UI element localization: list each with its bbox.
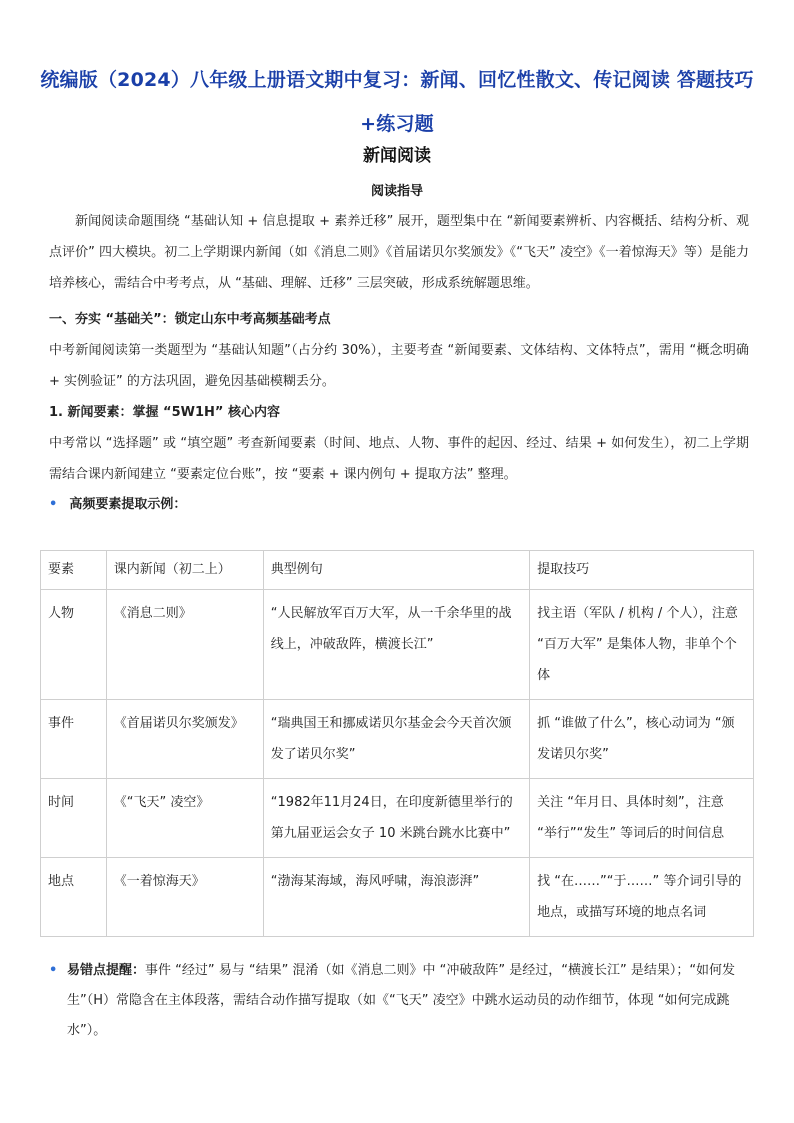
example-cell: “人民解放军百万大军，从一千余华里的战线上，冲破敌阵，横渡长江” [263, 590, 529, 700]
example-cell: “1982年11月24日，在印度新德里举行的第九届亚运会女子 10 米跳台跳水比赛中” [263, 779, 529, 858]
element-cell: 时间 [41, 779, 107, 858]
table-header-cell: 典型例句 [263, 551, 529, 590]
error-reminder-text: 事件 “经过” 易与 “结果” 混淆（如《消息二则》中 “冲破敌阵” 是经过，“横渡长江” 是结果）；“如何发生”（H）常隐含在主体段落，需结合动作描写提取（如《“飞天” 凌空》中跳水运动员的动作细节，体现 “如何完成跳水”）。 [67, 963, 736, 1038]
bullet-heading-text: 高频要素提取示例： [69, 497, 187, 512]
bullet-icon: • [49, 963, 58, 978]
example-cell: “渤海某海域，海风呼啸，海浪澎湃” [263, 858, 529, 937]
example-cell: “瑞典国王和挪威诺贝尔基金会今天首次颁发了诺贝尔奖” [263, 700, 529, 779]
intro-paragraph: 新闻阅读命题围绕 “基础认知 + 信息提取 + 素养迁移” 展开，题型集中在 “新闻要素辨析、内容概括、结构分析、观点评价” 四大模块。初二上学期课内新闻（如《消息二则》《首届诺贝尔奖颁发》《“飞天” 凌空》《一着惊海天》等）是能力培养核心，需结合中考考点，从 “基础、理解、迁移” 三层突破，形成系统解题思维。 [49, 214, 749, 291]
table-row [41, 590, 754, 700]
tip-cell: 关注 “年月日、具体时刻”，注意 “举行”“发生” 等词后的时间信息 [530, 779, 754, 858]
news-cell: 《一着惊海天》 [106, 858, 263, 937]
basic-cognition-paragraph: 中考新闻阅读第一类题型为 “基础认知题”（占分约 30%），主要考查 “新闻要素、文体结构、文体特点”，需用 “概念明确 + 实例验证” 的方法巩固，避免因基础模糊丢分。 [49, 343, 749, 389]
table-header-cell: 课内新闻（初二上） [106, 551, 263, 590]
news-cell: 《“飞天” 凌空》 [106, 779, 263, 858]
element-cell: 人物 [41, 590, 107, 700]
section-title: 新闻阅读 [363, 146, 431, 166]
element-cell: 地点 [41, 858, 107, 937]
table-row [41, 700, 754, 779]
table-header-cell: 提取技巧 [530, 551, 754, 590]
table-header-row [41, 551, 754, 590]
table-row [41, 779, 754, 858]
element-cell: 事件 [41, 700, 107, 779]
tip-cell: 找主语（军队 / 机构 / 个人），注意 “百万大军” 是集体人物，非单个个体 [530, 590, 754, 700]
elements-table [40, 550, 754, 937]
news-cell: 《首届诺贝尔奖颁发》 [106, 700, 263, 779]
error-reminder [49, 956, 749, 1046]
sub-title: 阅读指导 [370, 184, 423, 199]
bullet-heading [49, 491, 749, 519]
bullet-icon: • [49, 497, 58, 512]
news-elements-paragraph: 中考常以 “选择题” 或 “填空题” 考查新闻要素（时间、地点、人物、事件的起因、经过、结果 + 如何发生），初二上学期需结合课内新闻建立 “要素定位台账”，按 “要素 + 课内例句 + 提取方法” 整理。 [49, 436, 749, 482]
table-row [41, 858, 754, 937]
error-reminder-label: 易错点提醒： [67, 963, 146, 978]
table-header-cell: 要素 [41, 551, 107, 590]
heading-basic-level: 一、夯实 “基础关”：锁定山东中考高频基础考点 [49, 312, 331, 327]
main-title: 统编版（2024）八年级上册语文期中复习：新闻、回忆性散文、传记阅读 答题技巧+练习题 [40, 69, 754, 135]
tip-cell: 找 “在……”“于……” 等介词引导的地点，或描写环境的地点名词 [530, 858, 754, 937]
error-reminder-body [49, 956, 749, 1046]
news-cell: 《消息二则》 [106, 590, 263, 700]
heading-news-elements: 1. 新闻要素：掌握 “5W1H” 核心内容 [49, 405, 280, 420]
tip-cell: 抓 “谁做了什么”，核心动词为 “颁发诺贝尔奖” [530, 700, 754, 779]
